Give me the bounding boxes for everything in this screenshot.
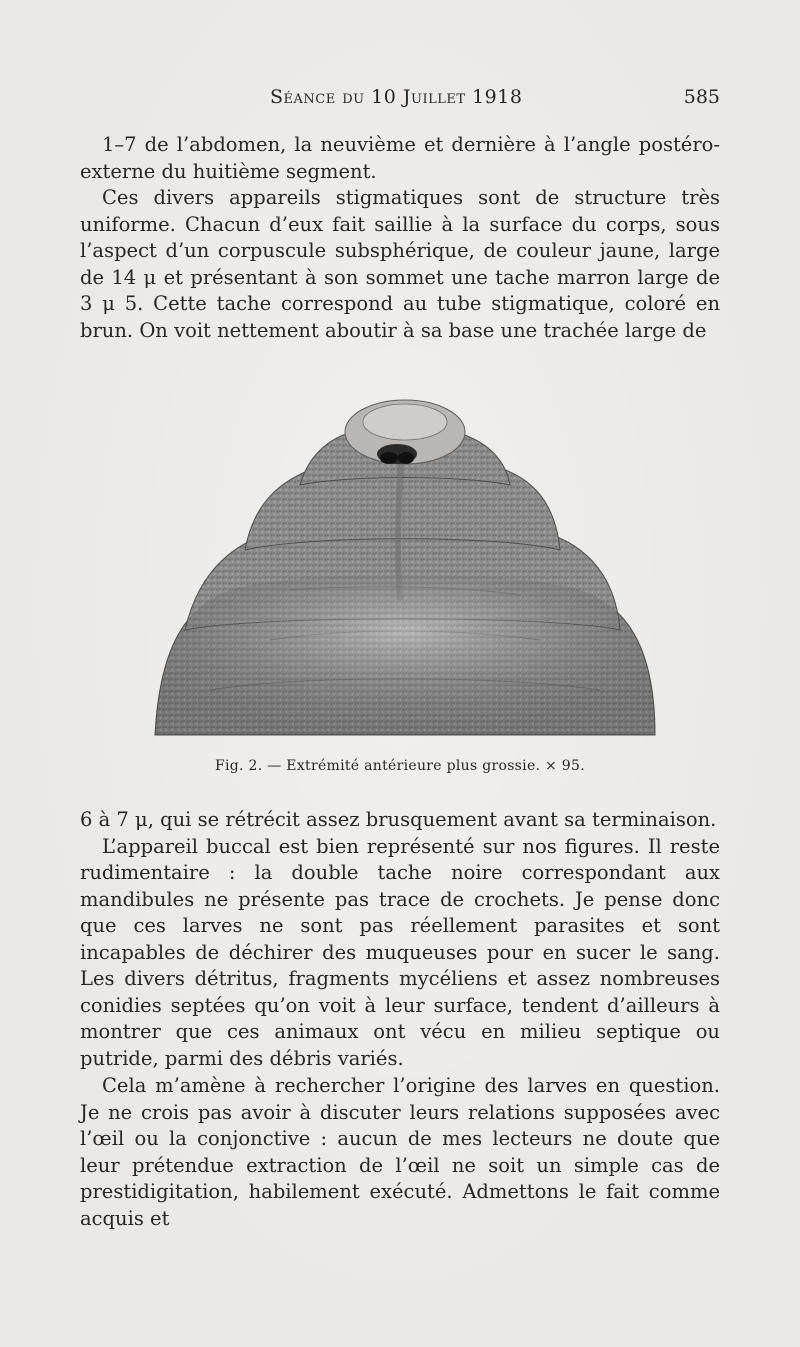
figure-caption: Fig. 2. — Extrémité antérieure plus grossie. × 95.	[215, 758, 585, 774]
paragraph-1-part-2: Ces divers appareils stigmatiques sont de structure très uniforme. Chacun d’eux fait saillie à la surface du corps, sous l’aspect d’un corpuscule subsphérique, de couleur jaune, large de 14 μ et présentant à son sommet une tache marron large de 3 μ 5. Cette tache correspond au tube stigmatique, coloré en brun. On voit nettement aboutir à sa base une trachée large de	[80, 186, 720, 342]
paragraph-3: Cela m’amène à rechercher l’origine des larves en question. Je ne crois pas avoir à discuter leurs relations supposées avec l’œil ou la conjonctive : aucun de mes lecteurs ne doute que leur prétendue extraction de l’œil ne soit un simple cas de prestidigitation, habilement exécuté. Admettons le fait comme acquis et	[80, 1074, 720, 1230]
page-header	[80, 86, 720, 116]
paragraph-1	[80, 132, 720, 344]
larva-figure	[150, 390, 660, 740]
paragraph-2	[80, 807, 720, 1072]
running-head: Séance du 10 Juillet 1918	[270, 86, 523, 108]
paragraph-1-part-1: 1–7 de l’abdomen, la neuvième et dernière à l’angle postéro-externe du huitième segment.	[80, 133, 720, 183]
paragraph-2-part-2: L’appareil buccal est bien représenté sur nos figures. Il reste rudimentaire : la double tache noire correspondant aux mandibules ne présente pas trace de crochets. Je pense donc que ces larves ne sont pas réellement parasites et sont incapables de déchirer des muqueuses pour en sucer le sang. Les divers détritus, fragments mycéliens et assez nombreuses conidies septées qu’on voit à leur surface, tendent d’ailleurs à montrer que ces animaux ont vécu en milieu septique ou putride, parmi des débris variés.	[80, 834, 720, 1070]
paragraph-2-part-1: 6 à 7 μ, qui se rétrécit assez brusquement avant sa terminaison.	[80, 808, 717, 831]
larva-illustration	[150, 390, 660, 740]
page-number: 585	[683, 86, 720, 108]
